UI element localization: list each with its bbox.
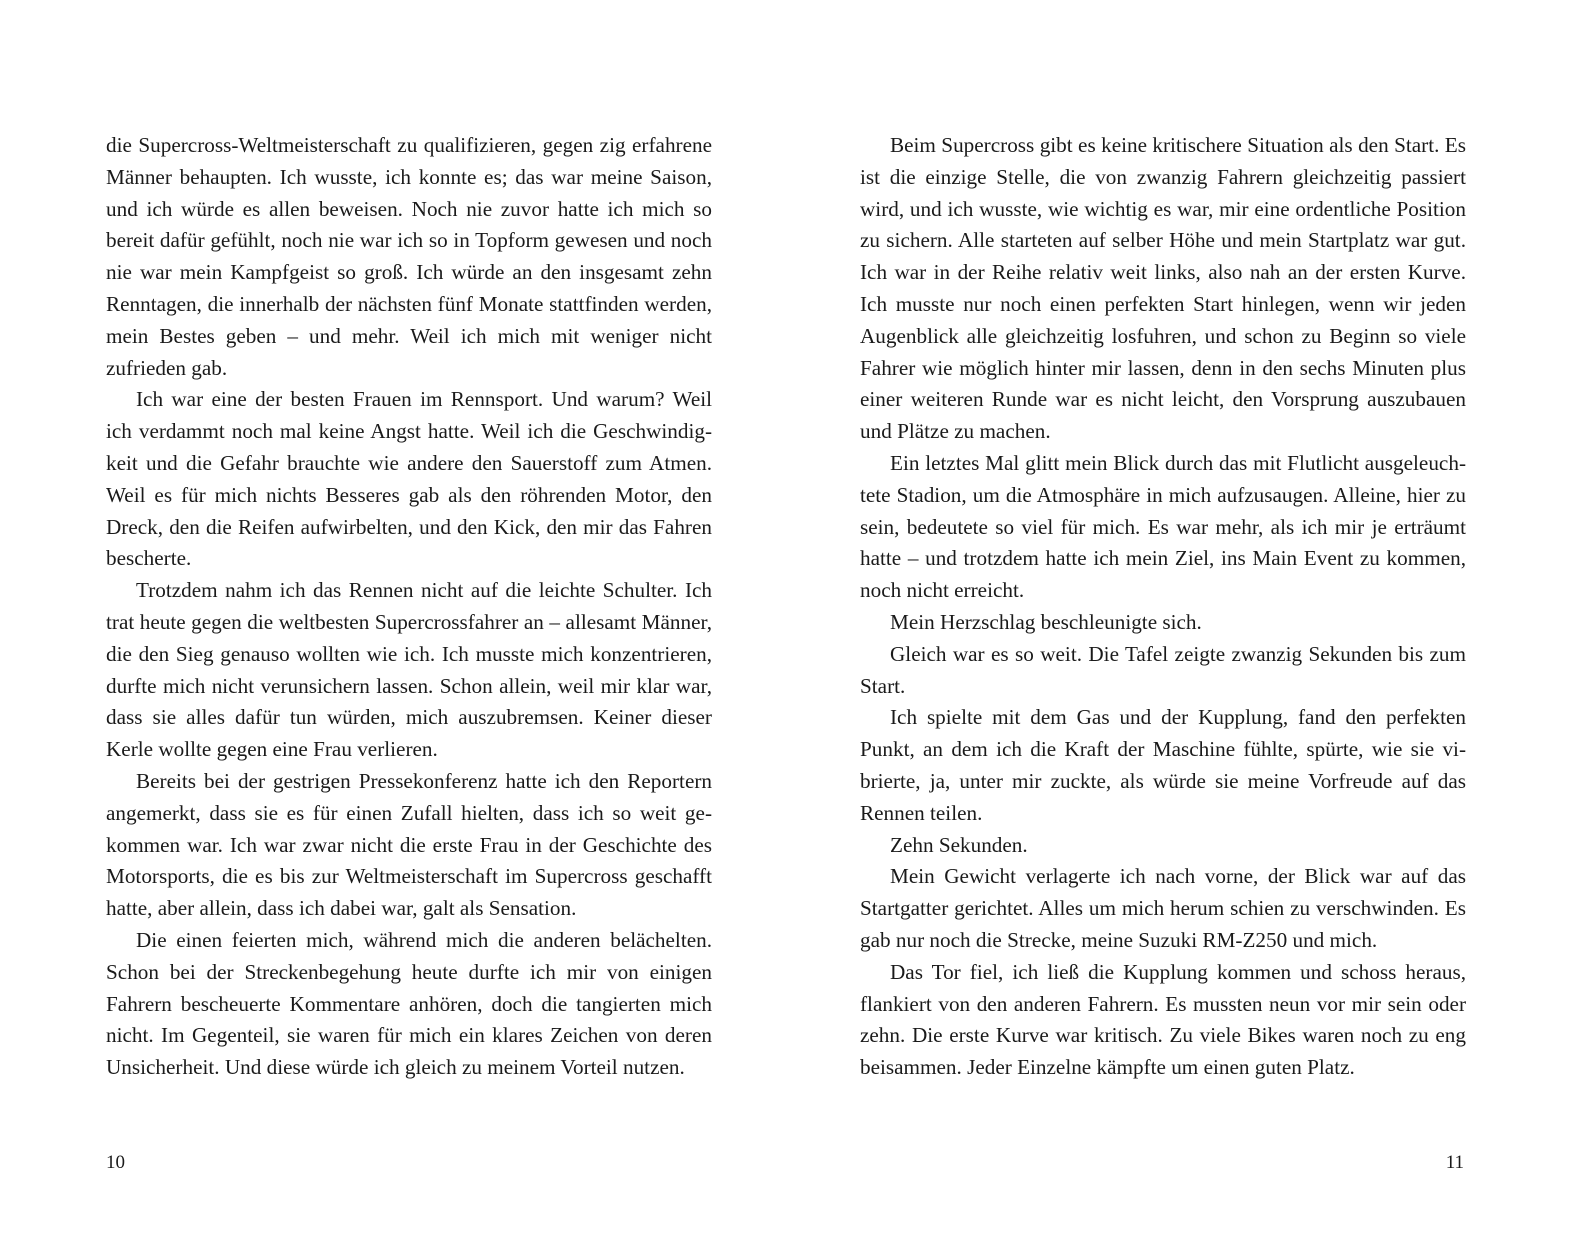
paragraph: Ich spielte mit dem Gas und der Kupplung, fand den perfekten Punkt, an dem ich die Kraft der Maschine fühlte, spürte, wie sie vibrierte, ja, unter mir zuckte, als würde sie meine Vorfreude auf das Rennen teilen. <box>860 705 1466 825</box>
paragraph: Ich war eine der besten Frauen im Rennsport. Und warum? Weil ich verdammt noch mal keine Angst hatte. Weil ich die Geschwindigkeit und die Gefahr brauchte wie andere den Sauerstoff zum Atmen. Weil es für mich nichts Besseres gab als den röhrenden Motor, den Dreck, den die Reifen aufwirbelten, und den Kick, den mir das Fahren bescherte. <box>106 387 712 571</box>
page-number-right: 11 <box>1445 1152 1464 1173</box>
left-page-text <box>106 130 712 1084</box>
right-page <box>797 0 1594 1240</box>
paragraph: Ein letztes Mal glitt mein Blick durch das mit Flutlicht ausgeleuchtete Stadion, um die Atmosphäre in mich aufzusaugen. Alleine, hier zu sein, bedeutete so viel für mich. Es war mehr, als ich mir je erträumt hatte – und trotzdem hatte ich mein Ziel, ins Main Event zu kommen, noch nicht erreicht. <box>860 450 1466 603</box>
paragraph: die Supercross-Weltmeisterschaft zu qualifizieren, gegen zig erfahrene Männer behaupten. Ich wusste, ich konnte es; das war meine Saison, und ich würde es allen beweisen. Noch nie zuvor hatte ich mich so bereit dafür gefühlt, noch nie war ich so in Topform gewesen und noch nie war mein Kampfgeist so groß. Ich würde an den insgesamt zehn Renntagen, die innerhalb der nächsten fünf Monate stattfinden werden, mein Bestes geben – und mehr. Weil ich mich mit weniger nicht zufrieden gab. <box>106 133 712 380</box>
paragraph: Mein Gewicht verlagerte ich nach vorne, der Blick war auf das Startgatter gerichtet. Alles um mich herum schien zu verschwinden. Es gab nur noch die Strecke, meine Suzuki RM-Z250 und mich. <box>860 864 1466 952</box>
paragraph: Gleich war es so weit. Die Tafel zeigte zwanzig Sekunden bis zum Start. <box>860 641 1466 698</box>
paragraph: Bereits bei der gestrigen Pressekonferenz hatte ich den Reportern angemerkt, dass sie es für einen Zufall hielten, dass ich so weit gekommen war. Ich war zwar nicht die erste Frau in der Geschichte des Motorsports, die es bis zur Weltmeisterschaft im Supercross geschafft hatte, aber allein, dass ich dabei war, galt als Sensation. <box>106 768 712 921</box>
page-number-left: 10 <box>106 1152 125 1173</box>
paragraph: Mein Herzschlag beschleunigte sich. <box>890 609 1202 634</box>
paragraph: Das Tor fiel, ich ließ die Kupplung kommen und schoss heraus, flankiert von den anderen Fahrern. Es mussten neun vor mir sein oder zehn. Die erste Kurve war kritisch. Zu viele Bikes waren noch zu eng beisammen. Jeder Einzelne kämpfte um einen guten Platz. <box>860 959 1466 1080</box>
paragraph: Beim Supercross gibt es keine kritischere Situation als den Start. Es ist die einzige Stelle, die von zwanzig Fahrern gleichzeitig passiert wird, und ich wusste, wie wichtig es war, mir eine ordentliche Position zu sichern. Alle starteten auf selber Höhe und mein Startplatz war gut. Ich war in der Reihe relativ weit links, also nah an der ersten Kurve. Ich musste nur noch einen perfekten Start hinlegen, wenn wir jeden Augenblick alle gleichzeitig losfuhren, und schon zu Beginn so viele Fahrer wie möglich hinter mir lassen, denn in den sechs Minuten plus einer weiteren Runde war es nicht leicht, den Vorsprung auszubauen und Plätze zu machen. <box>860 133 1466 444</box>
paragraph: Trotzdem nahm ich das Rennen nicht auf die leichte Schulter. Ich trat heute gegen die weltbesten Supercrossfahrer an – allesamt Männer, die den Sieg genauso wollten wie ich. Ich musste mich konzentrieren, durfte mich nicht verunsichern lassen. Schon allein, weil mir klar war, dass sie alles dafür tun würden, mich auszubremsen. Keiner dieser Kerle wollte gegen eine Frau verlieren. <box>106 578 712 762</box>
right-page-text <box>860 130 1466 1084</box>
paragraph: Die einen feierten mich, während mich die anderen belächelten. Schon bei der Streckenbegehung heute durfte ich mir von einigen Fahrern bescheuerte Kommentare anhören, doch die tangierten mich nicht. Im Gegenteil, sie waren für mich ein klares Zeichen von deren Unsicherheit. Und diese würde ich gleich zu meinem Vorteil nutzen. <box>106 927 712 1080</box>
paragraph: Zehn Sekunden. <box>890 832 1028 857</box>
